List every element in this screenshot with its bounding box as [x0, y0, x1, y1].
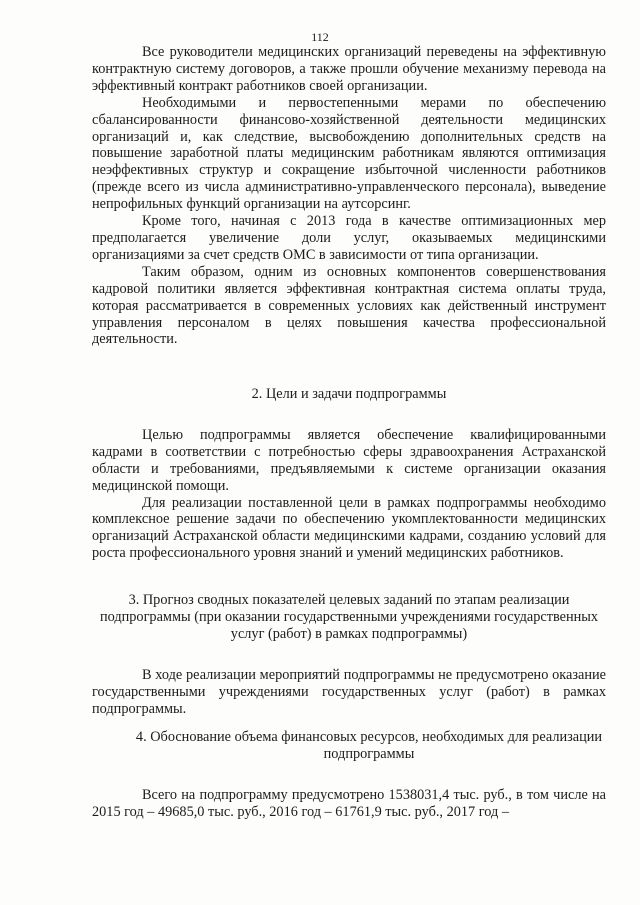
section-heading-financing: 4. Обоснование объема финансовых ресурсов, необходимых для реализации подпрограммы [135, 729, 603, 762]
paragraph-optimization-measures: Необходимыми и первостепенными мерами по обеспечению сбалансированности финансово-хозяйственной деятельности медицинских организаций и, как следствие, высвобождению дополнительных средств на повышение заработной платы медицинским работникам являются оптимизация неэффективных структур и сокращение избыточной численности работников (прежде всего из числа административно-управленческого персонала), выведение непрофильных функций организации на аутсорсинг. [92, 94, 606, 213]
intro-block [92, 44, 606, 348]
paragraph-oms-services: Кроме того, начиная с 2013 года в качестве оптимизационных мер предполагается увеличение доли услуг, оказываемых медицинскими организациями за счет средств ОМС в зависимости от типа организации. [92, 213, 606, 263]
paragraph-goal: Целью подпрограммы является обеспечение квалифицированными кадрами в соответствии с потребностью сферы здравоохранения Астраханской области и требованиями, предъявляемыми к системе организации оказания медицинской помощи. [92, 426, 606, 494]
paragraph-budget: Всего на подпрограмму предусмотрено 1538031,4 тыс. руб., в том числе на 2015 год – 49685,0 тыс. руб., 2016 год – 61761,9 тыс. руб., 2017 год – [92, 786, 606, 820]
paragraph-tasks: Для реализации поставленной цели в рамках подпрограммы необходимо комплексное решение задачи по обеспечению укомплектованности медицинских организаций Астраханской области медицинскими кадрами, созданию условий для роста профессионального уровня знаний и умений медицинских работников. [92, 494, 606, 562]
paragraph-hr-policy: Таким образом, одним из основных компонентов совершенствования кадровой политики является эффективная контрактная система оплаты труда, которая рассматривается в современных условиях как действенный инструмент управления персоналом в целях повышения качества профессиональной деятельности. [92, 263, 606, 348]
paragraph-state-services: В ходе реализации мероприятий подпрограммы не предусмотрено оказание государственными учреждениями государственных услуг (работ) в рамках подпрограммы. [92, 666, 606, 717]
paragraph-contract-system: Все руководители медицинских организаций переведены на эффективную контрактную систему договоров, а также прошли обучение механизму перевода на эффективный контракт работников своей организации. [92, 44, 606, 94]
page-number: 112 [311, 30, 329, 44]
section-heading-forecast: 3. Прогноз сводных показателей целевых заданий по этапам реализации подпрограммы (при оказании государственными учреждениями государственных услуг (работ) в рамках подпрограммы) [99, 592, 599, 642]
section-goals [92, 386, 606, 562]
section-financing [92, 729, 606, 821]
section-forecast [92, 592, 606, 717]
section-heading-goals: 2. Цели и задачи подпрограммы [251, 386, 447, 402]
